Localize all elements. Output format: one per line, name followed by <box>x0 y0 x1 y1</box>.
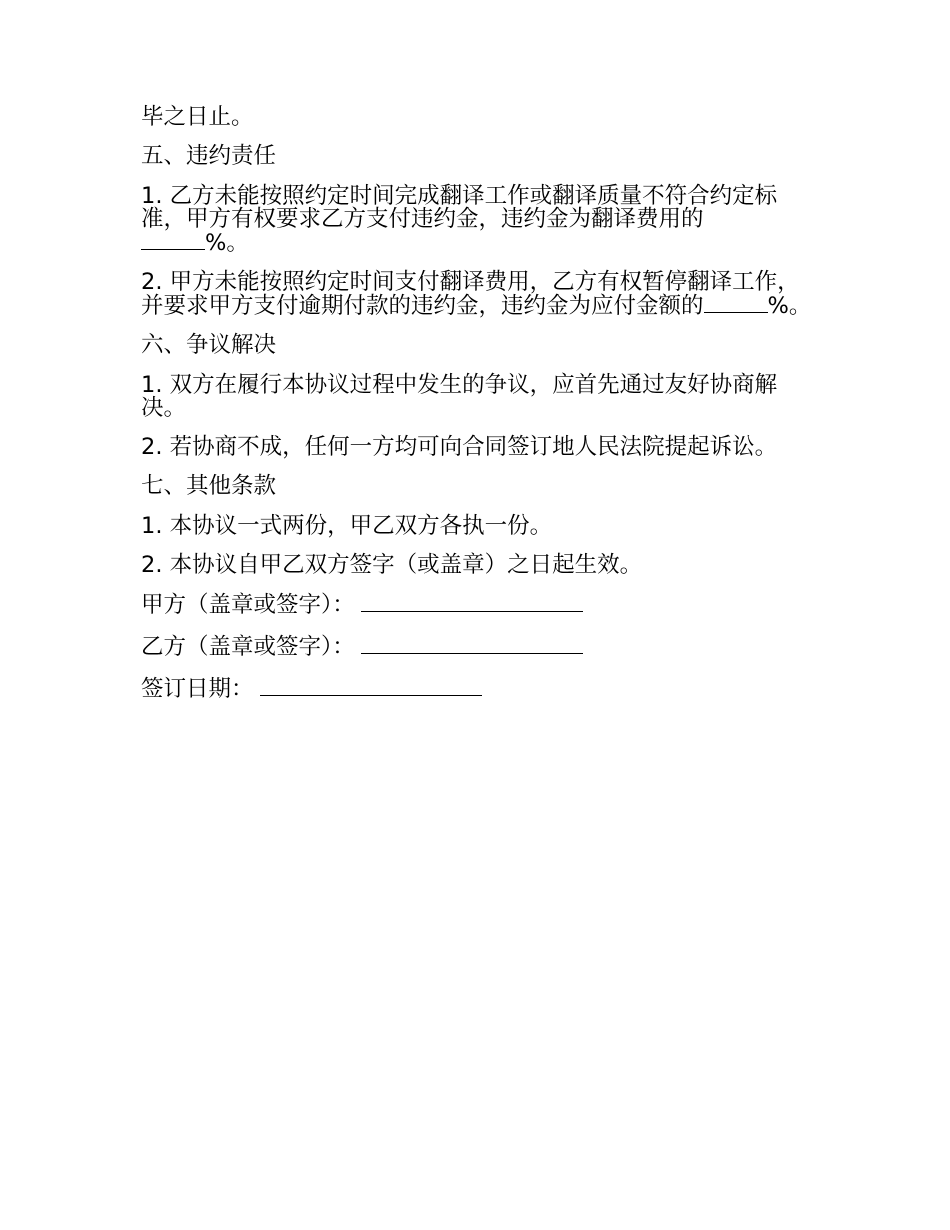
clause-dispute-2: 2. 若协商不成，任何一方均可向合同签订地人民法院提起诉讼。 <box>141 434 778 460</box>
clause-breach-2-text: 2. 甲方未能按照约定时间支付翻译费用，乙方有权暂停翻译工作，并要求甲方支付逾期付款的违约金，违约金为应付金额的 <box>141 269 800 319</box>
clause-other-2: 2. 本协议自甲乙双方签字（或盖章）之日起生效。 <box>141 552 643 578</box>
signature-party-b-line <box>361 635 583 654</box>
clause-breach-1-text: 1. 乙方未能按照约定时间完成翻译工作或翻译质量不符合约定标准，甲方有权要求乙方支付违约金，违约金为翻译费用的 <box>141 183 778 232</box>
paragraph-end-date: 毕之日止。 <box>141 104 254 130</box>
clause-dispute-1: 1. 双方在履行本协议过程中发生的争议，应首先通过友好协商解决。 <box>141 372 778 421</box>
blank-penalty-rate-2 <box>704 294 768 313</box>
section-heading-dispute: 六、争议解决 <box>141 332 277 358</box>
clause-other-1: 1. 本协议一式两份，甲乙双方各执一份。 <box>141 513 553 539</box>
clause-breach-1 <box>141 185 813 255</box>
signing-date <box>141 677 813 701</box>
signing-date-label: 签订日期： <box>141 676 254 702</box>
clause-breach-2-suffix: %。 <box>767 293 812 319</box>
blank-penalty-rate-1 <box>141 231 205 250</box>
section-heading-breach: 五、违约责任 <box>141 143 277 169</box>
clause-breach-1-suffix: %。 <box>205 230 249 256</box>
signing-date-line <box>260 677 482 696</box>
document-body <box>141 106 813 719</box>
clause-breach-2 <box>141 271 813 318</box>
signature-party-b-label: 乙方（盖章或签字）： <box>141 634 355 660</box>
signature-party-a-label: 甲方（盖章或签字）： <box>141 592 355 618</box>
signature-party-a-line <box>361 593 583 612</box>
signature-party-a <box>141 593 813 617</box>
signature-party-b <box>141 635 813 659</box>
section-heading-other: 七、其他条款 <box>141 473 277 499</box>
